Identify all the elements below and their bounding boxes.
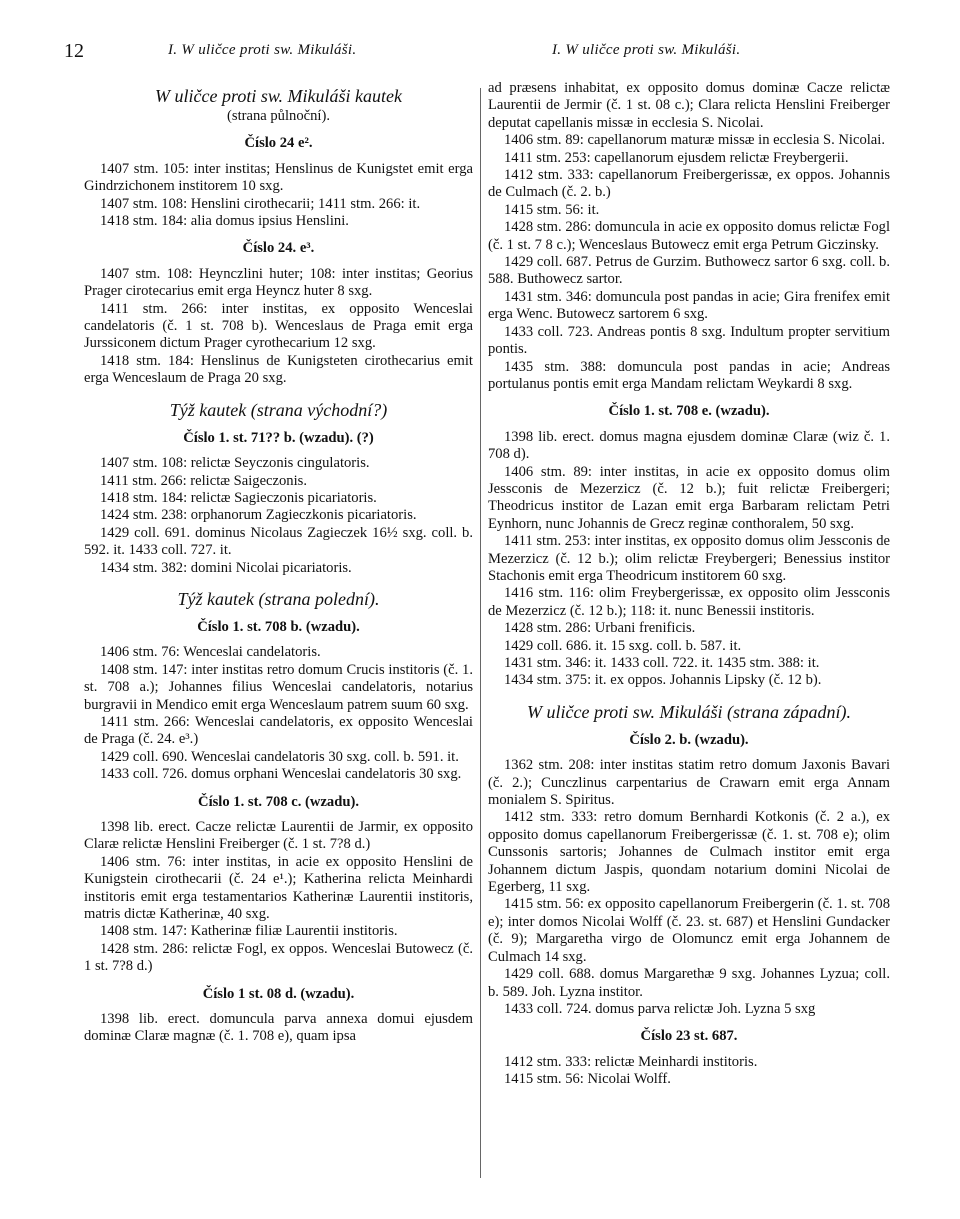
entry-paragraph: 1429 coll. 687. Petrus de Gurzim. Buthowecz sartor 6 sxg. coll. b. 588. Buthowecz sartor. [488,254,890,288]
entry-paragraph: 1408 stm. 147: Katherinæ filiæ Laurentii institoris. [100,923,398,940]
entry-heading: Číslo 1. st. 71?? b. (wzadu). (?) [183,429,374,446]
section-heading: W uličce proti sw. Mikuláši kautek [155,86,402,106]
entry-paragraph: 1415 stm. 56: Nicolai Wolff. [504,1071,671,1088]
entry-paragraph: 1407 stm. 105: inter institas; Henslinus de Kunigstet emit erga Gindrzichonem institorem 10 sxg. [84,160,473,195]
right-column [488,80,890,1089]
entry-paragraph: 1398 lib. erect. domus magna ejusdem dominæ Claræ (wiz č. 1. 708 d). [488,428,890,463]
entry-paragraph: 1433 coll. 726. domus orphani Wenceslai candelatoris 30 sxg. [100,766,462,783]
entry-paragraph: 1418 stm. 184: relictæ Sagieczonis picariatoris. [100,489,377,506]
entry-paragraph: 1429 coll. 688. domus Margarethæ 9 sxg. Johannes Lyzua; coll. b. 589. Joh. Lyzna institor. [488,966,890,1000]
entry-heading: Číslo 24. e³. [242,240,315,257]
running-head-right: I. W uličce proti sw. Mikuláši. [552,42,741,58]
entry-paragraph: 1412 stm. 333: capellanorum Freibergerissæ, ex oppos. Johannis de Culmach (č. 2. b.) [488,167,890,201]
entry-paragraph: 1429 coll. 690. Wenceslai candelatoris 30 sxg. coll. b. 591. it. [100,748,459,765]
entry-heading: Číslo 2. b. (wzadu). [629,731,749,748]
entry-paragraph: 1406 stm. 89: capellanorum maturæ missæ in ecclesia S. Nicolai. [504,132,885,149]
entry-paragraph: 1433 coll. 724. domus parva relictæ Joh. Lyzna 5 sxg [504,1000,816,1017]
entry-paragraph: 1411 stm. 266: relictæ Saigeczonis. [100,472,307,489]
entry-paragraph: 1406 stm. 89: inter institas, in acie ex opposito domus olim Jessconis de Mezerzicz (č. 12 b.); fuit relictæ Freibergeri; Theodricus institor de Lazan emit erga Barbaram relictam Petri Eynhorn, nunc Johannis de Grecz reginæ conthoralem, 50 sxg. [488,463,890,532]
entry-paragraph: 1428 stm. 286: domuncula in acie ex opposito domus relictæ Fogl (č. 1 st. 7 8 c.); Wenceslaus Butowecz emit erga Petrum Giczinsky. [488,219,890,253]
entry-paragraph: 1411 stm. 266: inter institas, ex opposito Wenceslai candelatoris (č. 1 st. 708 b). Wenceslaus de Praga emit erga Jurssiconem dictum Prager cyrothecarium 12 sxg. [84,300,473,352]
entry-paragraph: 1428 stm. 286: relictæ Fogl, ex oppos. Wenceslai Butowecz (č. 1 st. 7?8 d.) [84,940,473,975]
entry-paragraph: 1411 stm. 253: capellanorum ejusdem relictæ Freybergerii. [504,149,849,166]
entry-paragraph: 1406 stm. 76: Wenceslai candelatoris. [100,644,321,661]
entry-paragraph: 1406 stm. 76: inter institas, in acie ex opposito Henslini de Kunigstein cirothecarii (č. 24 e¹.); Katherina relicta Meinhardi institoris emit erga testamentarios Katherinæ Laurentii institoris, matris dictæ Katherinæ, 40 sxg. [84,853,473,923]
column-rule [480,88,481,1178]
entry-heading: Číslo 1. st. 708 b. (wzadu). [197,618,360,635]
entry-paragraph: 1424 stm. 238: orphanorum Zagieczkonis picariatoris. [100,507,417,524]
entry-heading: Číslo 23 st. 687. [640,1028,738,1045]
entry-paragraph: 1416 stm. 116: olim Freybergerissæ, ex opposito olim Jessconis de Mezerzicz (č. 12 b.); 118: it. nunc Benessii institoris. [488,585,890,619]
entry-paragraph: 1411 stm. 266: Wenceslai candelatoris, ex opposito Wenceslai de Praga (č. 24. e³.) [84,713,473,748]
entry-paragraph: 1408 stm. 147: inter institas retro domum Crucis institoris (č. 1. st. 708 a.); Johannes filius Wenceslai candelatoris, notarius burgravii in Mendico emit erga Wenceslaum patrem suum 60 sxg. [84,661,473,713]
page-number: 12 [64,40,84,62]
entry-paragraph: 1412 stm. 333: relictæ Meinhardi institoris. [504,1053,758,1070]
entry-heading: Číslo 24 e². [244,135,313,152]
entry-paragraph: 1433 coll. 723. Andreas pontis 8 sxg. Indultum propter servitium pontis. [488,323,890,358]
entry-paragraph: ad præsens inhabitat, ex opposito domus dominæ Cacze relictæ Laurentii de Jermir (č. 1 st. 08 c.); Clara relicta Henslini Freiberger deputat capellanis missæ in ecclesia S. Nicolai. [488,80,890,131]
entry-paragraph: 1418 stm. 184: Henslinus de Kunigsteten cirothecarius emit erga Wenceslaum de Praga 20 sxg. [84,352,473,387]
running-head-left: I. W uličce proti sw. Mikuláši. [168,42,357,58]
entry-paragraph: 1415 stm. 56: ex opposito capellanorum Freibergerin (č. 1. st. 708 e); inter domos Nicolai Wolff (č. 23. st. 687) et Henslini Gundacker (č. 9); Margaretha virgo de Olomuncz emit erga Johannem de Culmach 14 sxg. [488,896,890,965]
entry-paragraph: 1434 stm. 382: domini Nicolai picariatoris. [100,559,352,576]
entry-heading: Číslo 1 st. 08 d. (wzadu). [202,985,355,1002]
entry-paragraph: 1429 coll. 691. dominus Nicolaus Zagieczek 16½ sxg. coll. b. 592. it. 1433 coll. 727. it. [84,524,473,559]
entry-paragraph: 1431 stm. 346: domuncula post pandas in acie; Gira frenifex emit erga Wenc. Butowecz sartorem 6 sxg. [488,288,890,323]
section-heading: Týž kautek (strana polední). [177,588,380,609]
entry-paragraph: 1407 stm. 108: Heynczlini huter; 108: inter institas; Georius Prager cirotecarius emit erga Heyncz huter 8 sxg. [84,265,473,300]
entry-paragraph: 1407 stm. 108: Henslini cirothecarii; 1411 stm. 266: it. [100,195,421,212]
entry-paragraph: 1411 stm. 253: inter institas, ex opposito domus olim Jessconis de Mezerzicz (č. 12 b.); olim relictæ Freybergeri; Benessius institor Stachonis emit erga Theodricum institorem 60 sxg. [488,533,890,584]
section-subheading: (strana půlnoční). [227,108,330,124]
entry-paragraph: 1407 stm. 108: relictæ Seyczonis cingulatoris. [100,455,370,472]
entry-paragraph: 1398 lib. erect. domuncula parva annexa domui ejusdem dominæ Claræ magnæ (č. 1. 708 e), quam ipsa [84,1011,473,1045]
entry-heading: Číslo 1. st. 708 e. (wzadu). [608,403,770,420]
section-heading: W uličce proti sw. Mikuláši (strana západní). [527,701,851,722]
entry-paragraph: 1415 stm. 56: it. [504,201,600,218]
entry-paragraph: 1429 coll. 686. it. 15 sxg. coll. b. 587. it. [504,637,742,654]
entry-paragraph: 1398 lib. erect. Cacze relictæ Laurentii de Jarmir, ex opposito Claræ relictæ Henslini Freiberger (č. 1 st. 7?8 d.) [84,819,473,853]
section-heading: Týž kautek (strana východní?) [169,399,388,420]
entry-heading: Číslo 1. st. 708 c. (wzadu). [198,793,359,810]
entry-paragraph: 1418 stm. 184: alia domus ipsius Henslini. [100,213,349,230]
entry-paragraph: 1412 stm. 333: retro domum Bernhardi Kotkonis (č. 2 a.), ex opposito domus capellanorum Freibergerissæ (č. 1. st. 708 e); olim Cunssonis sartoris; Johannes de Culmach institor emit erga Johannem dictum Jaspis, quondam notarium domini Nicolai de Egerberg, 11 sxg. [488,809,890,896]
entry-paragraph: 1434 stm. 375: it. ex oppos. Johannis Lipsky (č. 12 b). [504,672,822,689]
entry-paragraph: 1431 stm. 346: it. 1433 coll. 722. it. 1435 stm. 388: it. [504,655,820,671]
entry-paragraph: 1428 stm. 286: Urbani frenificis. [504,620,696,637]
entry-paragraph: 1362 stm. 208: inter institas statim retro domum Jaxonis Bavari (č. 2.); Cunczlinus carpentarius de Crawarn emit erga Annam monialem S. Spiritus. [488,757,890,809]
left-column [84,80,473,1046]
entry-paragraph: 1435 stm. 388: domuncula post pandas in acie; Andreas portulanus pontis emit erga Mandam relictam Weykardi 8 sxg. [488,358,890,392]
